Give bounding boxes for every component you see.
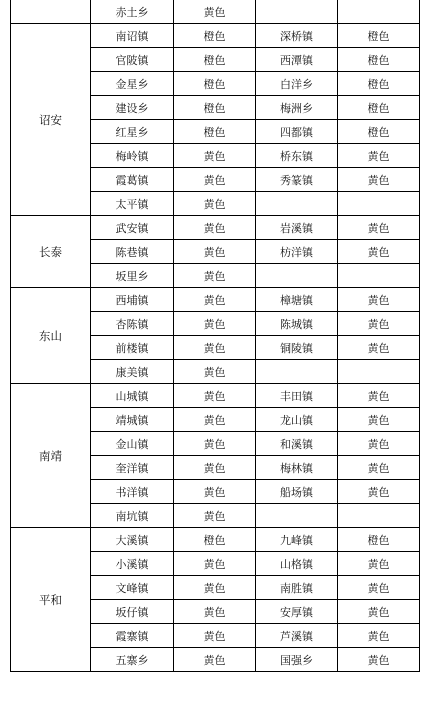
warning-level-cell: 黄色 xyxy=(338,624,420,648)
township-cell: 枋洋镇 xyxy=(256,240,338,264)
table-row xyxy=(11,24,420,48)
warning-level-cell: 黄色 xyxy=(174,168,256,192)
township-cell xyxy=(256,264,338,288)
warning-level-cell: 黄色 xyxy=(174,144,256,168)
township-cell: 前楼镇 xyxy=(91,336,174,360)
warning-level-cell: 橙色 xyxy=(174,120,256,144)
warning-level-cell: 黄色 xyxy=(174,240,256,264)
township-cell: 南诏镇 xyxy=(91,24,174,48)
county-cell: 东山 xyxy=(11,288,91,384)
township-cell: 南坑镇 xyxy=(91,504,174,528)
township-cell: 杏陈镇 xyxy=(91,312,174,336)
county-cell: 平和 xyxy=(11,528,91,672)
warning-level-cell: 黄色 xyxy=(338,432,420,456)
table-row xyxy=(11,384,420,408)
table-row xyxy=(11,528,420,552)
township-cell xyxy=(256,504,338,528)
township-cell: 山城镇 xyxy=(91,384,174,408)
township-cell: 深桥镇 xyxy=(256,24,338,48)
warning-level-cell: 黄色 xyxy=(174,216,256,240)
township-cell: 九峰镇 xyxy=(256,528,338,552)
warning-level-cell xyxy=(338,264,420,288)
township-cell: 武安镇 xyxy=(91,216,174,240)
township-cell: 靖城镇 xyxy=(91,408,174,432)
warning-level-cell: 黄色 xyxy=(174,360,256,384)
warning-level-cell: 橙色 xyxy=(338,24,420,48)
warning-level-cell: 橙色 xyxy=(174,48,256,72)
warning-level-cell xyxy=(338,360,420,384)
table-row xyxy=(11,216,420,240)
township-cell xyxy=(256,360,338,384)
warning-level-cell: 黄色 xyxy=(174,504,256,528)
warning-level-cell: 黄色 xyxy=(174,456,256,480)
township-cell xyxy=(256,192,338,216)
township-cell: 樟塘镇 xyxy=(256,288,338,312)
warning-level-cell: 橙色 xyxy=(174,72,256,96)
warning-level-cell: 黄色 xyxy=(174,432,256,456)
township-cell: 霞葛镇 xyxy=(91,168,174,192)
township-cell: 梅岭镇 xyxy=(91,144,174,168)
warning-level-cell: 黄色 xyxy=(338,456,420,480)
township-cell: 小溪镇 xyxy=(91,552,174,576)
warning-level-cell: 黄色 xyxy=(338,288,420,312)
table-body xyxy=(11,0,420,672)
township-cell: 书洋镇 xyxy=(91,480,174,504)
township-cell: 霞寨镇 xyxy=(91,624,174,648)
warning-level-cell: 黄色 xyxy=(174,552,256,576)
township-cell: 梅林镇 xyxy=(256,456,338,480)
warning-level-cell: 橙色 xyxy=(338,528,420,552)
warning-level-cell: 黄色 xyxy=(338,168,420,192)
township-cell: 芦溪镇 xyxy=(256,624,338,648)
township-cell: 坂里乡 xyxy=(91,264,174,288)
township-cell: 大溪镇 xyxy=(91,528,174,552)
township-cell: 船场镇 xyxy=(256,480,338,504)
township-cell: 五寨乡 xyxy=(91,648,174,672)
warning-level-cell: 黄色 xyxy=(338,408,420,432)
warning-level-cell: 黄色 xyxy=(338,552,420,576)
township-cell: 西潭镇 xyxy=(256,48,338,72)
warning-level-cell: 橙色 xyxy=(338,96,420,120)
township-cell: 坂仔镇 xyxy=(91,600,174,624)
township-cell: 康美镇 xyxy=(91,360,174,384)
warning-level-cell: 黄色 xyxy=(338,312,420,336)
township-cell: 梅洲乡 xyxy=(256,96,338,120)
county-cell: 诏安 xyxy=(11,24,91,216)
warning-level-cell: 黄色 xyxy=(338,216,420,240)
warning-level-cell: 黄色 xyxy=(338,576,420,600)
warning-level-cell: 黄色 xyxy=(338,600,420,624)
county-cell: 南靖 xyxy=(11,384,91,528)
warning-level-cell: 黄色 xyxy=(174,288,256,312)
township-cell: 国强乡 xyxy=(256,648,338,672)
township-cell: 赤土乡 xyxy=(91,0,174,24)
table-row xyxy=(11,288,420,312)
township-cell: 岩溪镇 xyxy=(256,216,338,240)
township-cell: 文峰镇 xyxy=(91,576,174,600)
township-cell: 铜陵镇 xyxy=(256,336,338,360)
warning-level-cell: 橙色 xyxy=(338,48,420,72)
warning-level-cell: 橙色 xyxy=(174,528,256,552)
county-cell: 长泰 xyxy=(11,216,91,288)
warning-level-cell: 橙色 xyxy=(338,120,420,144)
township-cell: 白洋乡 xyxy=(256,72,338,96)
warning-level-cell: 黄色 xyxy=(338,480,420,504)
warning-level-cell: 黄色 xyxy=(338,240,420,264)
township-cell: 秀篆镇 xyxy=(256,168,338,192)
warning-level-cell: 黄色 xyxy=(174,312,256,336)
warning-level-cell: 黄色 xyxy=(338,336,420,360)
township-cell: 建设乡 xyxy=(91,96,174,120)
township-cell: 龙山镇 xyxy=(256,408,338,432)
township-cell: 安厚镇 xyxy=(256,600,338,624)
warning-level-cell: 黄色 xyxy=(338,384,420,408)
township-cell xyxy=(256,0,338,24)
warning-level-cell xyxy=(338,504,420,528)
warning-level-cell: 黄色 xyxy=(174,480,256,504)
township-cell: 四都镇 xyxy=(256,120,338,144)
county-cell xyxy=(11,0,91,24)
warning-level-cell xyxy=(338,0,420,24)
township-cell: 山格镇 xyxy=(256,552,338,576)
warning-level-cell: 黄色 xyxy=(174,624,256,648)
township-cell: 南胜镇 xyxy=(256,576,338,600)
warning-level-cell: 黄色 xyxy=(338,648,420,672)
township-cell: 西埔镇 xyxy=(91,288,174,312)
warning-level-cell: 黄色 xyxy=(174,408,256,432)
warning-level-cell: 黄色 xyxy=(174,648,256,672)
township-cell: 丰田镇 xyxy=(256,384,338,408)
township-cell: 金山镇 xyxy=(91,432,174,456)
warning-level-cell xyxy=(338,192,420,216)
warning-level-cell: 黄色 xyxy=(174,384,256,408)
township-cell: 太平镇 xyxy=(91,192,174,216)
warning-level-cell: 黄色 xyxy=(174,264,256,288)
township-warning-table xyxy=(10,0,420,672)
warning-level-cell: 黄色 xyxy=(174,576,256,600)
township-cell: 红星乡 xyxy=(91,120,174,144)
township-cell: 陈城镇 xyxy=(256,312,338,336)
township-cell: 奎洋镇 xyxy=(91,456,174,480)
township-cell: 和溪镇 xyxy=(256,432,338,456)
township-cell: 桥东镇 xyxy=(256,144,338,168)
warning-level-cell: 黄色 xyxy=(174,600,256,624)
warning-level-cell: 橙色 xyxy=(174,96,256,120)
warning-level-cell: 黄色 xyxy=(174,192,256,216)
table-row xyxy=(11,0,420,24)
warning-table-page xyxy=(10,0,420,672)
township-cell: 金星乡 xyxy=(91,72,174,96)
warning-level-cell: 黄色 xyxy=(174,0,256,24)
warning-level-cell: 橙色 xyxy=(174,24,256,48)
warning-level-cell: 黄色 xyxy=(338,144,420,168)
warning-level-cell: 黄色 xyxy=(174,336,256,360)
township-cell: 官陂镇 xyxy=(91,48,174,72)
township-cell: 陈巷镇 xyxy=(91,240,174,264)
warning-level-cell: 橙色 xyxy=(338,72,420,96)
